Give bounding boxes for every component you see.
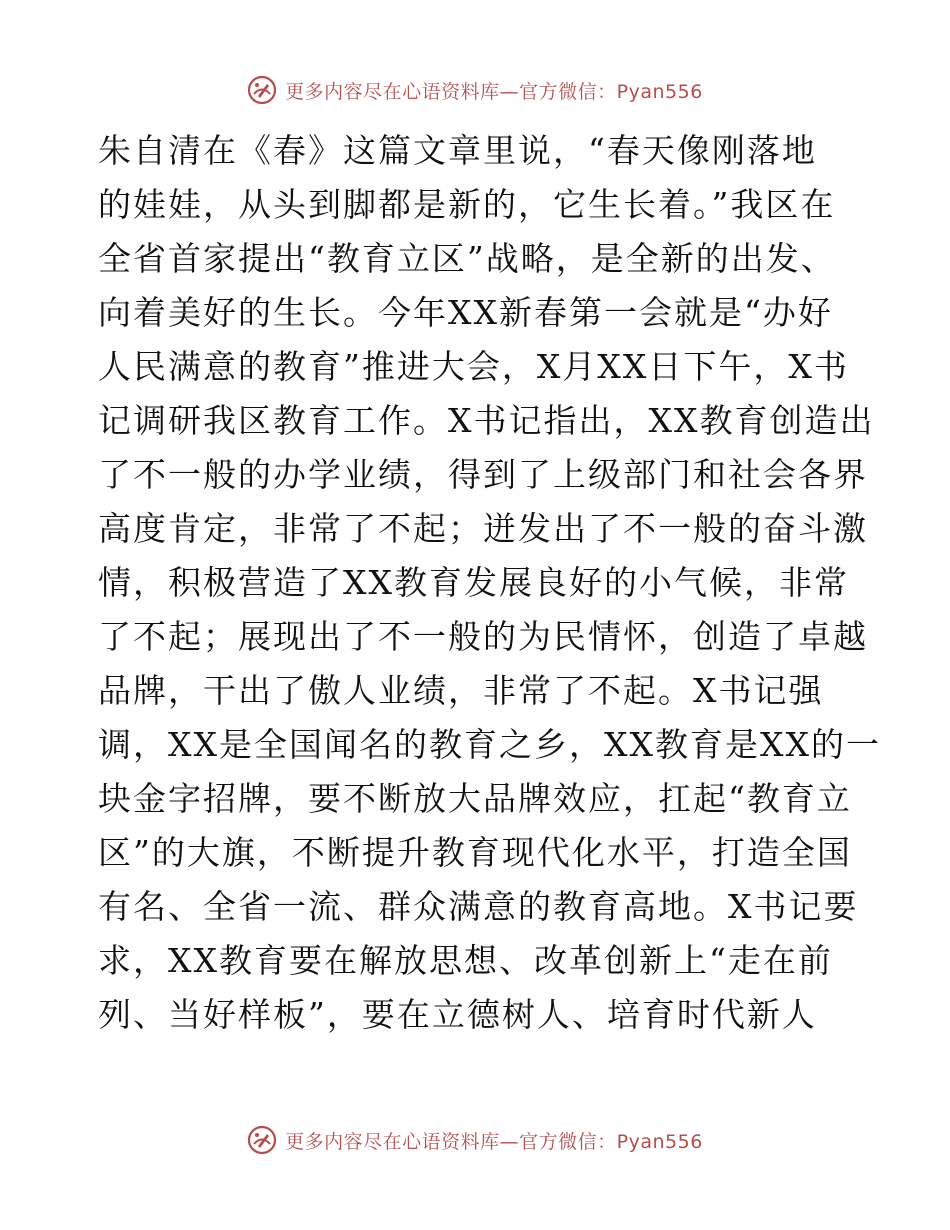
article-body — [98, 124, 881, 1042]
text-line: 朱自清在《春》这篇文章里说，“春天像刚落地 — [98, 131, 817, 170]
text-line: 区”的大旗，不断提升教育现代化水平，打造全国 — [98, 833, 852, 872]
text-line: 块金字招牌，要不断放大品牌效应，扛起“教育立 — [98, 779, 852, 818]
text-line: 了不起；展现出了不一般的为民情怀，创造了卓越 — [98, 617, 868, 656]
book-pen-logo-icon — [247, 75, 277, 105]
text-line: 了不一般的办学业绩，得到了上级部门和社会各界 — [98, 455, 868, 494]
text-line: 全省首家提出“教育立区”战略，是全新的出发、 — [98, 239, 836, 278]
text-line: 高度肯定，非常了不起；迸发出了不一般的奋斗激 — [98, 509, 868, 548]
text-line: 的娃娃，从头到脚都是新的，它生长着。”我区在 — [98, 185, 836, 224]
text-line: 向着美好的生长。今年XX新春第一会就是“办好 — [98, 293, 833, 332]
text-line: 记调研我区教育工作。X书记指出，XX教育创造出 — [98, 401, 875, 440]
text-line: 列、当好样板”，要在立德树人、培育时代新人 — [98, 995, 817, 1034]
text-line: 人民满意的教育”推进大会，X月XX日下午，X书 — [98, 347, 849, 386]
text-line: 求，XX教育要在解放思想、改革创新上“走在前 — [98, 941, 833, 980]
footer-banner-text: 更多内容尽在心语资料库—官方微信：Pyan556 — [285, 1130, 703, 1153]
book-pen-logo-icon — [247, 1125, 277, 1155]
header-banner-text: 更多内容尽在心语资料库—官方微信：Pyan556 — [285, 80, 703, 103]
text-line: 调，XX是全国闻名的教育之乡，XX教育是XX的一 — [98, 725, 881, 764]
header-banner — [0, 70, 950, 110]
text-line: 情，积极营造了XX教育发展良好的小气候，非常 — [98, 563, 849, 602]
text-line: 有名、全省一流、群众满意的教育高地。X书记要 — [98, 887, 859, 926]
footer-banner — [0, 1120, 950, 1160]
text-line: 品牌，干出了傲人业绩，非常了不起。X书记强 — [98, 671, 824, 710]
